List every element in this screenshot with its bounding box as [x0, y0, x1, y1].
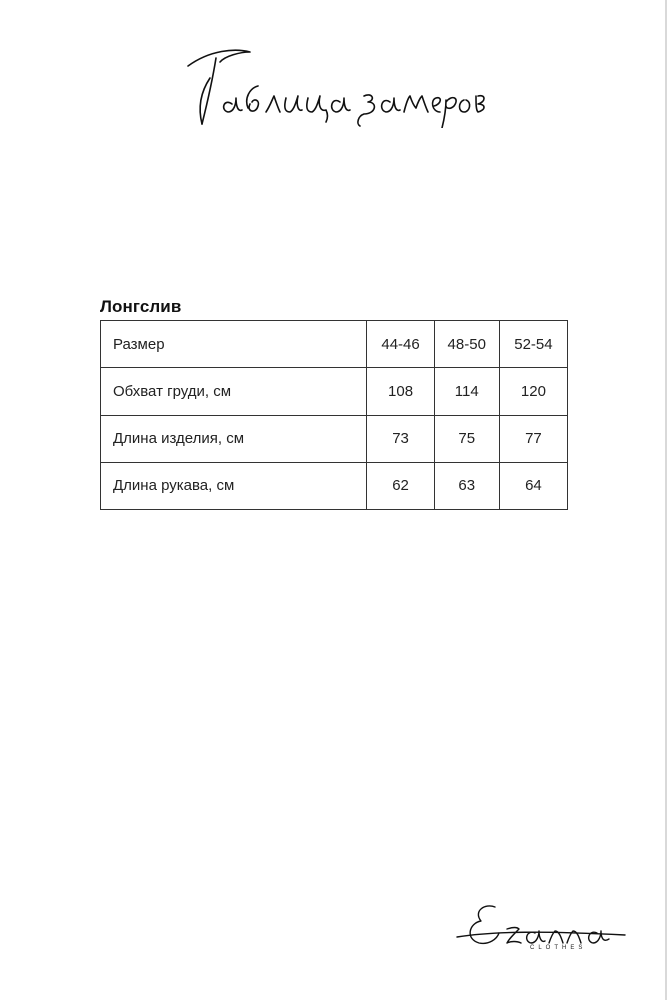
cell-value: 108	[367, 368, 434, 415]
cell-value: 73	[367, 415, 434, 462]
table-row	[101, 462, 568, 509]
cell-value: 77	[499, 415, 567, 462]
cell-value: 62	[367, 462, 434, 509]
table-row	[101, 415, 568, 462]
brand-logo-graphic	[455, 895, 635, 970]
table-row	[101, 321, 568, 368]
cell-value: 64	[499, 462, 567, 509]
row-label: Обхват груди, см	[101, 368, 367, 415]
cell-value: 120	[499, 368, 567, 415]
row-label: Длина изделия, см	[101, 415, 367, 462]
table-row	[101, 368, 568, 415]
row-label: Размер	[101, 321, 367, 368]
brand-logo	[455, 895, 635, 970]
row-label: Длина рукава, см	[101, 462, 367, 509]
cell-value: 44-46	[367, 321, 434, 368]
cell-value: 52-54	[499, 321, 567, 368]
cell-value: 63	[434, 462, 499, 509]
handwritten-title-graphic	[180, 38, 490, 128]
cell-value: 114	[434, 368, 499, 415]
size-table	[100, 320, 568, 510]
section-title: Лонгслив	[100, 297, 182, 316]
brand-subtitle: CLOTHES	[530, 945, 587, 951]
page-title	[180, 38, 490, 128]
cell-value: 48-50	[434, 321, 499, 368]
cell-value: 75	[434, 415, 499, 462]
